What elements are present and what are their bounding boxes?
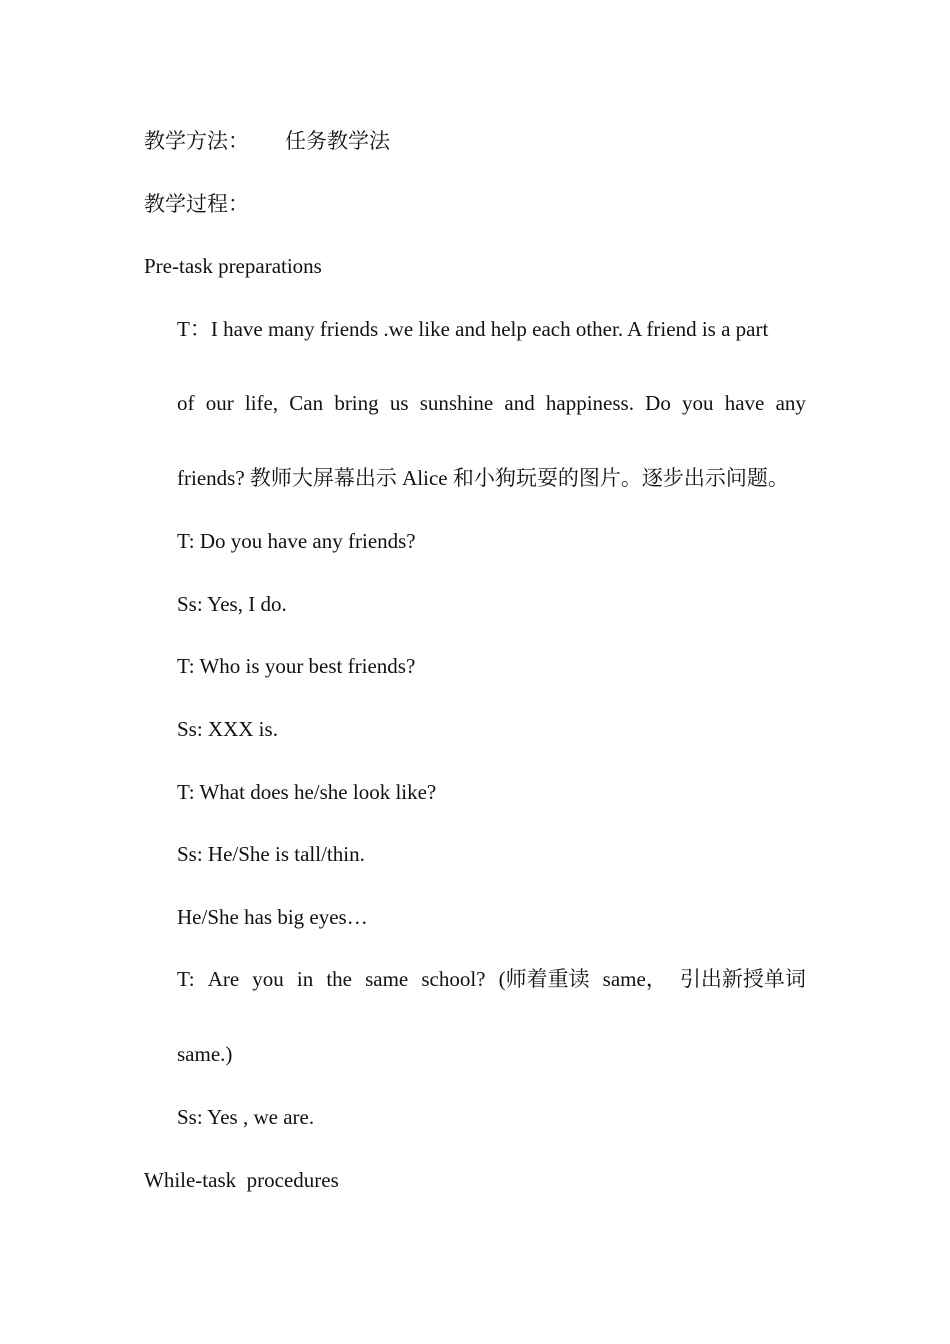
word: our (205, 391, 234, 415)
word: Do (645, 391, 671, 415)
dialogue-line: T: What does he/she look like? (177, 780, 437, 804)
paragraph-line: friends? 教师大屏幕出示 Alice 和小狗玩耍的图片。逐步出示问题。 (177, 466, 789, 490)
word: sunshine (419, 391, 494, 415)
word: you (682, 391, 714, 415)
word: the (326, 967, 352, 991)
word: Are (207, 967, 240, 991)
word: life, (244, 391, 279, 415)
dialogue-line: He/She has big eyes… (177, 905, 368, 929)
paragraph-line-justified (177, 967, 806, 991)
dialogue-line: T: Who is your best friends? (177, 654, 416, 678)
word: T: (177, 967, 195, 991)
word: same (365, 967, 409, 991)
word: same， (602, 967, 667, 991)
section-heading-while-task: While-task procedures (144, 1168, 339, 1192)
word: (师着重读 (498, 967, 590, 991)
section-heading-pre-task: Pre-task preparations (144, 254, 322, 278)
paragraph-line: T：I have many friends .we like and help each other. A friend is a part (177, 317, 769, 341)
word: 引出新授单词 (679, 967, 806, 991)
word: any (775, 391, 806, 415)
dialogue-line: Ss: Yes, I do. (177, 592, 287, 616)
word: of (177, 391, 195, 415)
word: and (504, 391, 535, 415)
word: you (252, 967, 284, 991)
word: have (724, 391, 765, 415)
word: us (389, 391, 409, 415)
teaching-method-row (144, 129, 390, 153)
word: in (296, 967, 314, 991)
teaching-method-label: 教学方法： (144, 129, 249, 153)
word: Can (289, 391, 324, 415)
word: happiness. (545, 391, 634, 415)
paragraph-line: same.) (177, 1042, 233, 1066)
dialogue-line: Ss: XXX is. (177, 717, 278, 741)
word: school? (421, 967, 486, 991)
dialogue-line: Ss: He/She is tall/thin. (177, 842, 365, 866)
teaching-method-value: 任务教学法 (285, 129, 390, 153)
paragraph-line-justified (177, 391, 806, 415)
teaching-process-label: 教学过程： (144, 192, 249, 216)
word: bring (334, 391, 379, 415)
dialogue-line: T: Do you have any friends? (177, 529, 416, 553)
dialogue-line: Ss: Yes , we are. (177, 1105, 315, 1129)
